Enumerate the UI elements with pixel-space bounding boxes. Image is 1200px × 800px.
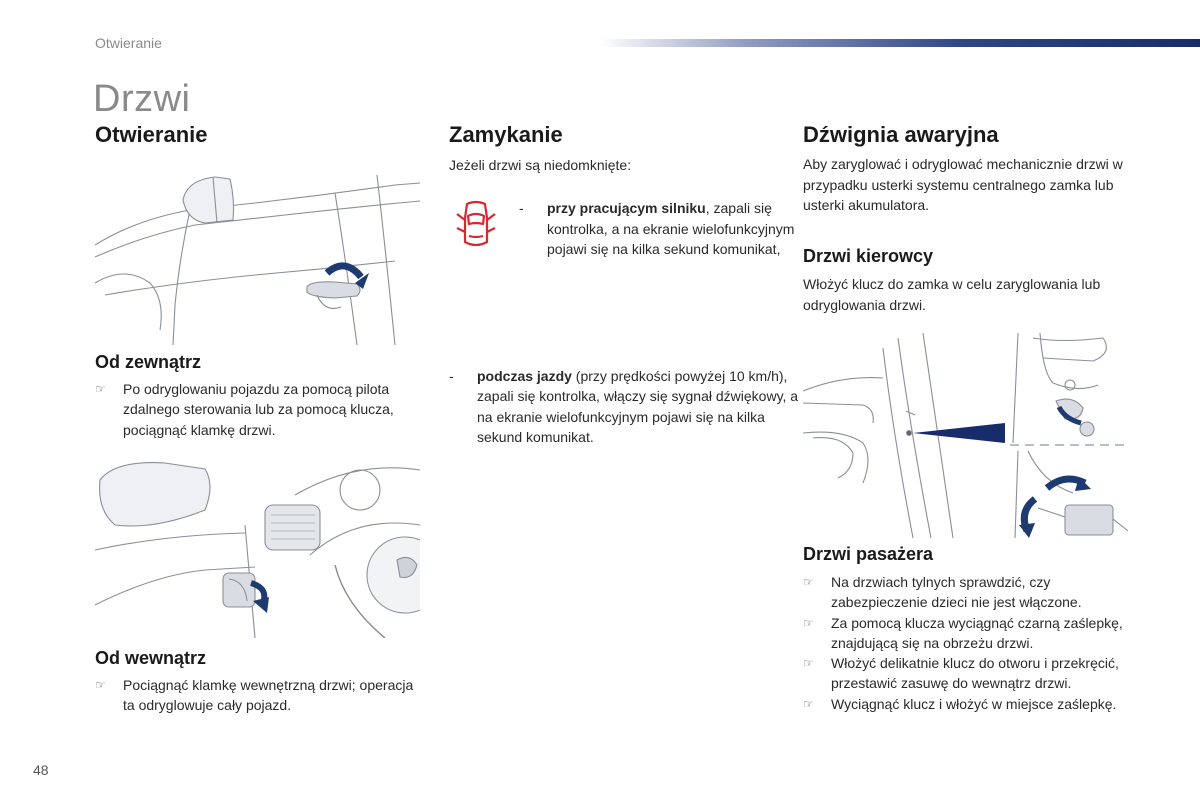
inside-heading: Od wewnątrz <box>95 648 207 668</box>
passenger-lock-illustration <box>803 333 1130 538</box>
hand-pointer-icon: ☞ <box>95 678 106 692</box>
page-number: 48 <box>33 762 49 778</box>
outside-steps <box>95 379 425 440</box>
driving-item: - podczas jazdy (przy prędkości powyżej 10 km/h), zapali się kontrolka, włączy się sygnał dźwiękowy, a na ekranie wielofunkcyjnym pojawi się na kilka sekund komunikat. <box>449 367 799 445</box>
emergency-intro: Aby zaryglować i odryglować mechanicznie drzwi w przypadku usterki systemu centralnego zamka lub usterki akumulatora. <box>803 156 1123 213</box>
interior-handle-illustration <box>95 455 420 638</box>
passenger-door-steps <box>803 572 1148 714</box>
list-item: ☞ Włożyć delikatnie klucz do otworu i przekręcić, przestawić zasuwę do wewnątrz drzwi. <box>803 655 1119 692</box>
list-item: ☞ Wyciągnąć klucz i włożyć w miejsce zaślepkę. <box>803 694 1148 714</box>
exterior-handle-illustration <box>95 165 420 345</box>
header-gradient-bar <box>600 39 1200 47</box>
driver-door-text: Włożyć klucz do zamka w celu zaryglowania lub odryglowania drzwi. <box>803 276 1101 313</box>
list-item: ☞ Pociągnąć klamkę wewnętrzną drzwi; operacja ta odryglowuje cały pojazd. <box>95 677 414 714</box>
hand-pointer-icon: ☞ <box>95 382 106 396</box>
closing-intro: Jeżeli drzwi są niedomknięte: <box>449 157 632 173</box>
list-item: ☞ Po odryglowaniu pojazdu za pomocą pilota zdalnego sterowania lub za pomocą klucza, pociągnąć klamkę drzwi. <box>95 381 394 438</box>
door-open-warning-icon <box>455 198 497 254</box>
inside-steps <box>95 675 425 716</box>
section-label: Otwieranie <box>95 35 162 51</box>
hand-pointer-icon: ☞ <box>803 575 814 589</box>
passenger-door-heading: Drzwi pasażera <box>803 544 934 564</box>
emergency-lever-heading: Dźwignia awaryjna <box>803 122 999 147</box>
page-title: Drzwi <box>93 78 191 120</box>
hand-pointer-icon: ☞ <box>803 615 814 630</box>
engine-running-item: - przy pracującym silniku, zapali się kontrolka, a na ekranie wielofunkcyjnym pojawi się na kilka sekund komunikat, <box>519 200 795 257</box>
list-item: ☞ Za pomocą klucza wyciągnąć czarną zaślepkę, znajdującą się na obrzeżu drzwi. <box>803 614 1123 651</box>
driver-door-heading: Drzwi kierowcy <box>803 246 934 266</box>
hand-pointer-icon: ☞ <box>803 656 814 671</box>
outside-heading: Od zewnątrz <box>95 352 202 372</box>
list-item: ☞ Na drzwiach tylnych sprawdzić, czy zabezpieczenie dzieci nie jest włączone. <box>803 574 1082 611</box>
opening-heading: Otwieranie <box>95 122 208 147</box>
hand-pointer-icon: ☞ <box>803 696 814 711</box>
closing-heading: Zamykanie <box>449 122 563 147</box>
